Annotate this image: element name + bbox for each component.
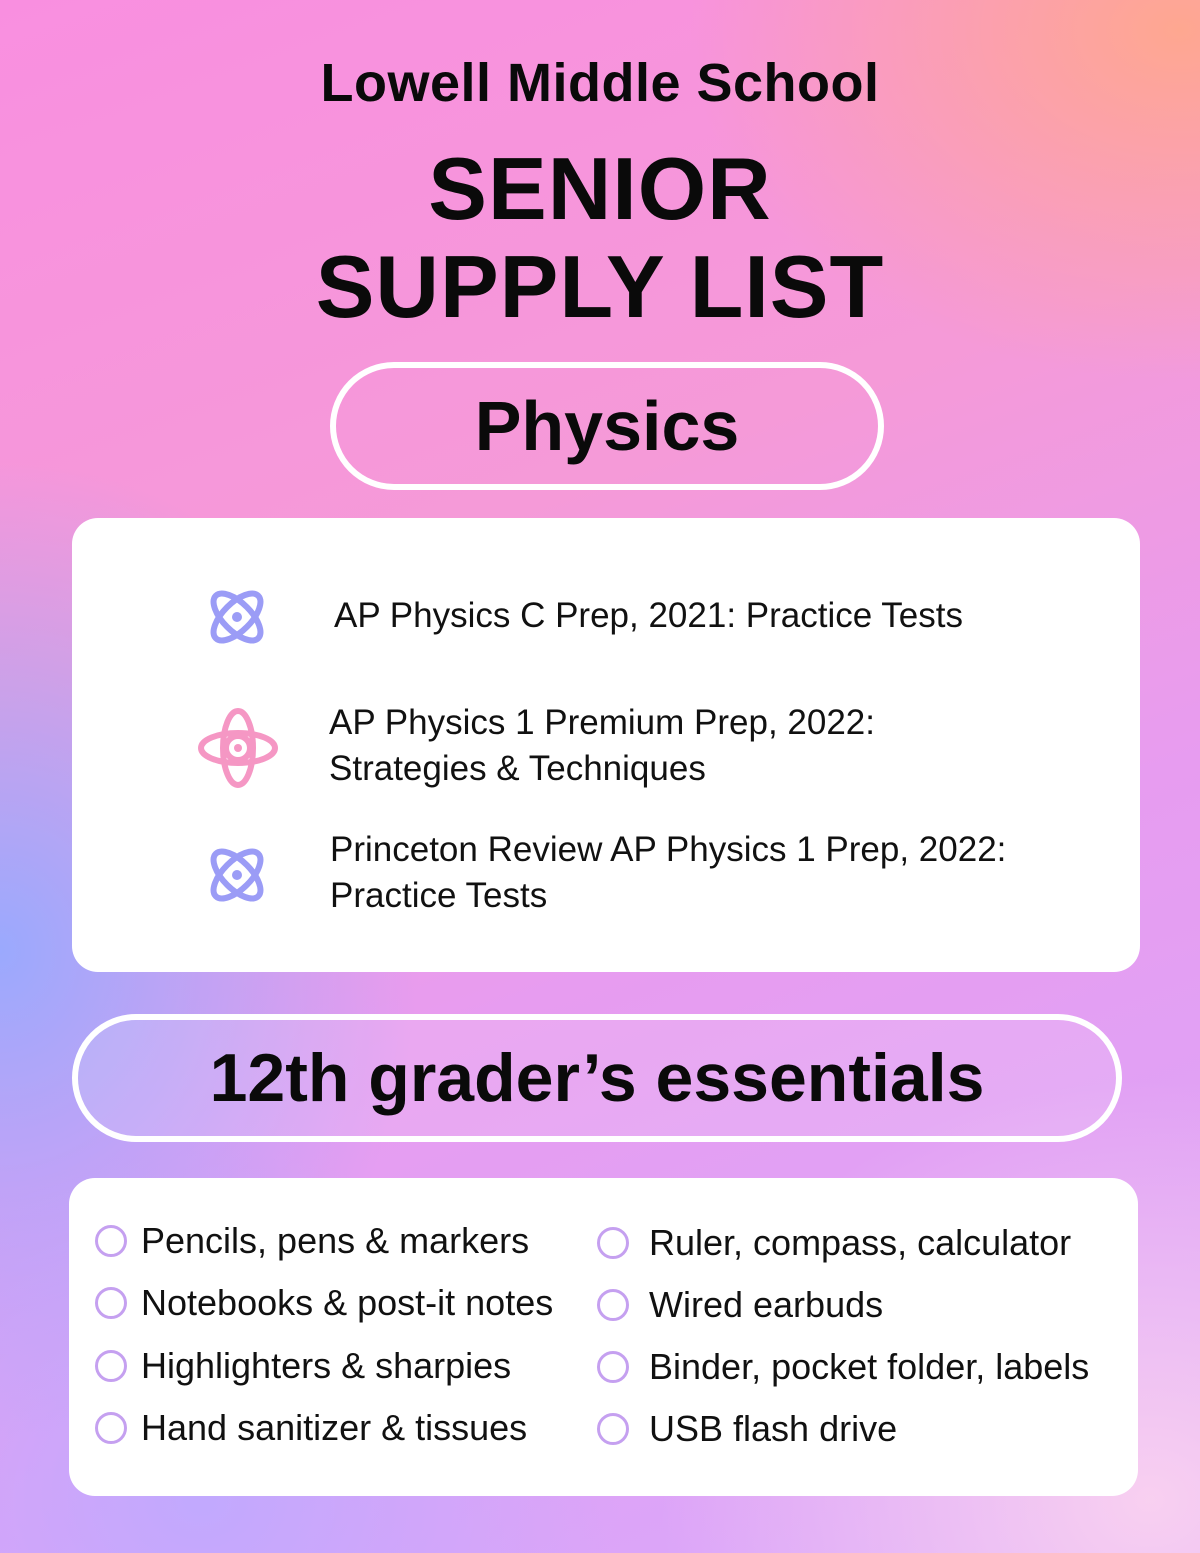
essentials-pill [72, 1014, 1122, 1142]
checklist-item[interactable]: Hand sanitizer & tissues [95, 1407, 527, 1449]
book-item: Princeton Review AP Physics 1 Prep, 2022: Practice Tests [330, 830, 1007, 915]
page-title [0, 140, 1200, 336]
checkbox-circle-icon[interactable] [597, 1413, 629, 1445]
checkbox-circle-icon[interactable] [597, 1227, 629, 1259]
supplies-card [69, 1178, 1138, 1496]
essentials-heading: 12th grader’s essentials [209, 1040, 985, 1116]
atom-icon [202, 582, 272, 652]
checklist-item[interactable]: USB flash drive [597, 1408, 897, 1450]
subject-label: Physics [474, 387, 740, 465]
school-name: Lowell Middle School [320, 53, 880, 113]
checklist-item[interactable]: Highlighters & sharpies [95, 1345, 511, 1387]
orbit-atom-icon [196, 706, 280, 790]
checkbox-circle-icon[interactable] [95, 1225, 127, 1257]
subject-pill [330, 362, 884, 490]
title-line-1: SENIOR [428, 139, 772, 238]
checklist-item[interactable]: Wired earbuds [597, 1284, 883, 1326]
checkbox-circle-icon[interactable] [95, 1412, 127, 1444]
books-card [72, 518, 1140, 972]
book-item: AP Physics C Prep, 2021: Practice Tests [334, 596, 963, 635]
checkbox-circle-icon[interactable] [597, 1289, 629, 1321]
checkbox-circle-icon[interactable] [597, 1351, 629, 1383]
checklist-item[interactable]: Binder, pocket folder, labels [597, 1346, 1089, 1388]
checkbox-circle-icon[interactable] [95, 1350, 127, 1382]
book-item: AP Physics 1 Premium Prep, 2022: Strategies & Techniques [329, 703, 875, 788]
checklist-item[interactable]: Notebooks & post-it notes [95, 1282, 553, 1324]
checklist-item[interactable]: Ruler, compass, calculator [597, 1222, 1071, 1264]
checklist-item[interactable]: Pencils, pens & markers [95, 1220, 529, 1262]
title-line-2: SUPPLY LIST [315, 237, 885, 336]
atom-icon [202, 840, 272, 910]
checkbox-circle-icon[interactable] [95, 1287, 127, 1319]
